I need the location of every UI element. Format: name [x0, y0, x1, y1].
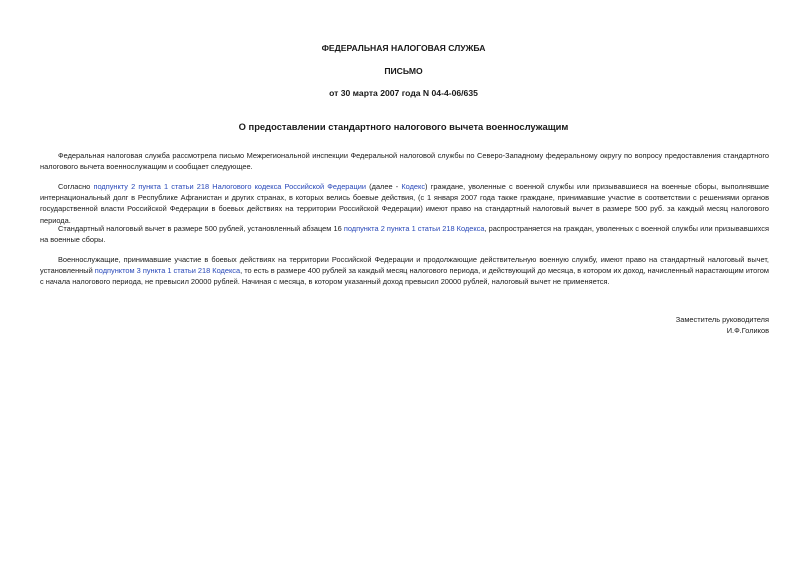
link-tax-code-218-2[interactable]: подпункту 2 пункта 1 статьи 218 Налогового кодекса Российской Федерации — [93, 182, 367, 191]
paragraph-4 — [40, 254, 769, 288]
paragraph-3 — [40, 223, 769, 245]
link-code-218-2[interactable]: подпункта 2 пункта 1 статьи 218 Кодекса — [343, 224, 485, 233]
document-title: О предоставлении стандартного налогового вычета военнослужащим — [238, 121, 569, 132]
organization-heading: ФЕДЕРАЛЬНАЯ НАЛОГОВАЯ СЛУЖБА — [321, 43, 486, 53]
paragraph-2-after: ) граждане, уволенные с военной службы или призывавшиеся на военные сборы, выполнявшие интернациональный долг в Республике Афганистан и других странах, в которых велись боевые действия, (с 1 января 2007 года также граждане, принимавшие участие в соответствии с решениями органов государственной власти Российской Федерации в боевых действиях на территории Российской Федерации) имеют право на стандартный налоговый вычет в размере 500 руб. за каждый месяц налогового периода. — [40, 182, 769, 225]
link-code-218-3[interactable]: подпунктом 3 пункта 1 статьи 218 Кодекса — [94, 266, 241, 276]
paragraph-3-before: Стандартный налоговый вычет в размере 500 рублей, установленный абзацем 16 — [58, 224, 344, 233]
paragraph-2-before: Согласно — [58, 182, 94, 191]
signatory-name: И.Ф.Голиков — [726, 326, 769, 335]
paragraph-4-after: , то есть в размере 400 рублей за каждый месяц налогового периода, и действующий до месяца, в котором их доход, начисленный нарастающим итогом с начала налогового периода, не превысил 20000 рублей. Начиная с месяца, в котором указанный доход превысил 20000 рублей, налоговый вычет не применяется. — [40, 266, 769, 287]
document-date-number: от 30 марта 2007 года N 04-4-06/635 — [329, 88, 478, 98]
paragraph-2-middle: (далее - — [366, 182, 402, 191]
paragraph-1-text: Федеральная налоговая служба рассмотрела письмо Межрегиональной инспекции Федеральной налоговой службы по Северо-Западному федеральному округу по вопросу предоставления стандартного налогового вычета военнослужащим и сообщает следующее. — [40, 151, 769, 172]
paragraph-2 — [40, 181, 769, 226]
document-type-heading: ПИСЬМО — [384, 66, 423, 76]
paragraph-4-before: Военнослужащие, принимавшие участие в боевых действиях на территории Российской Федерации и продолжающие действительную военную службу, имеют право на стандартный налоговый вычет, установленный — [40, 255, 769, 276]
paragraph-3-after: , распространяется на граждан, уволенных с военной службы или призывавшихся на военные сборы. — [40, 224, 769, 245]
link-code[interactable]: Кодекс — [401, 182, 426, 191]
signatory-position: Заместитель руководителя — [675, 315, 769, 324]
paragraph-1 — [40, 150, 769, 172]
